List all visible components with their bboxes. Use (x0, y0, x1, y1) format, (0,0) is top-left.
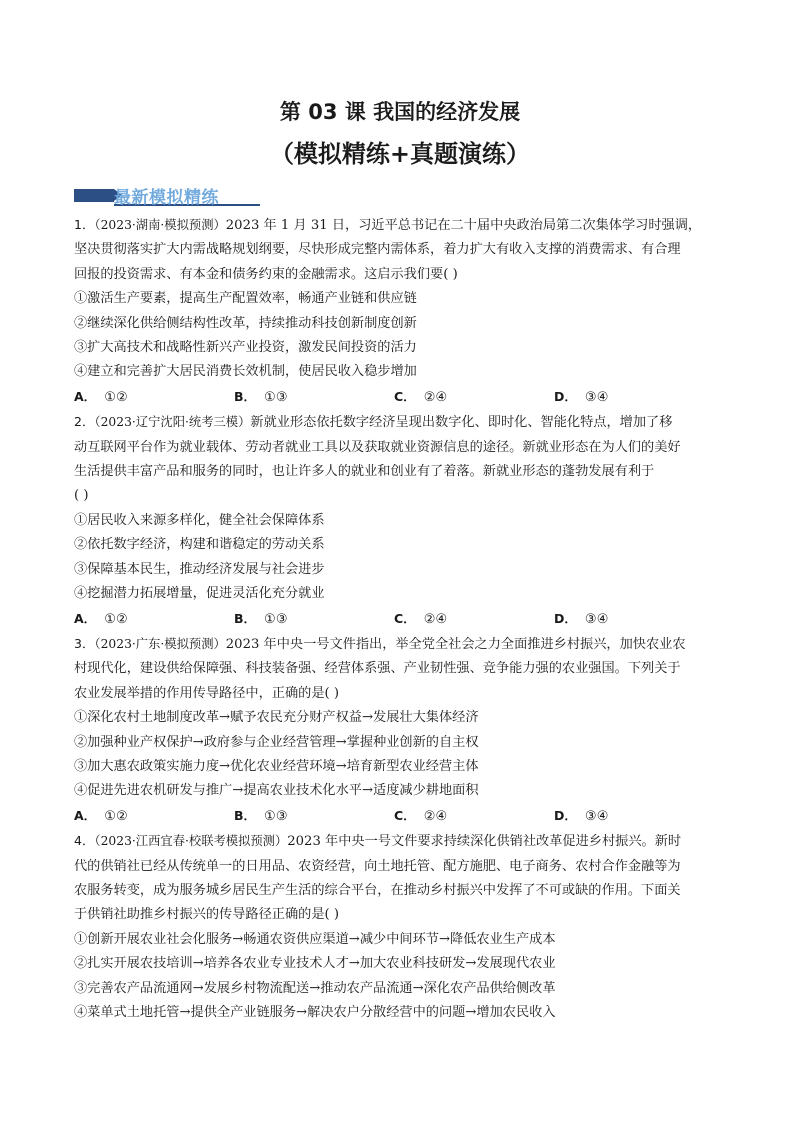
question-stem-text: ( ) (74, 488, 89, 504)
choice-letter: B． (234, 610, 257, 626)
choice-letter: C． (394, 388, 416, 404)
answer-choice-b (234, 804, 394, 829)
question-stem-text: 代的供销社已经从传统单一的日用品、农资经营，向土地托管、配方施肥、电子商务、农村合作金融等为 (74, 858, 681, 874)
question-stem-text: 动互联网平台作为就业载体、劳动者就业工具以及获取就业资源信息的途径。新就业形态在为人们的美好 (74, 439, 681, 455)
answer-choice-b (234, 385, 394, 410)
choice-text: ③④ (584, 611, 609, 627)
question-stem-line (74, 879, 732, 903)
question-stem-text: 村现代化，建设供给保障强、科技装备强、经营体系强、产业韧性强、竞争能力强的农业强国。下列关于 (74, 661, 681, 677)
statement-option: ④促进先进农机研发与推广→提高农业技术化水平→适度减少耕地面积 (74, 783, 479, 799)
question-stem-line (74, 829, 732, 854)
choice-letter: A． (74, 807, 97, 823)
statement-option: ④菜单式土地托管→提供全产业链服务→解决农户分散经营中的问题→增加农民收入 (74, 1005, 556, 1020)
question-stem-line (74, 484, 732, 508)
banner-bar-decoration (74, 189, 114, 202)
choice-text: ①② (104, 808, 128, 824)
statement-option: ①激活生产要素，提高生产配置效率，畅通产业链和供应链 (74, 291, 417, 307)
choice-text: ③④ (584, 389, 609, 405)
answer-choice-c (394, 607, 554, 632)
question-list (74, 213, 732, 1025)
answer-choice-c (394, 385, 554, 410)
question-stem-text: 农业发展举措的作用传导路径中，正确的是( ) (74, 685, 340, 701)
statement-option: ③加大惠农政策实施力度→优化农业经营环境→培育新型农业经营主体 (74, 758, 479, 774)
question-number: 1． (74, 217, 95, 232)
choice-text: ②④ (423, 808, 448, 824)
choice-text: ②④ (423, 611, 448, 627)
question-stem-line (74, 263, 732, 287)
question-number: 4． (74, 833, 95, 849)
statement-option: ②依托数字经济，构建和谐稳定的劳动关系 (74, 537, 325, 553)
question-stem-line (74, 903, 732, 927)
choice-letter: D． (554, 388, 577, 404)
question-stem-text: 坚决贯彻落实扩大内需战略规划纲要，尽快形成完整内需体系，着力扩大有收入支撑的消费需求、有合理 (74, 242, 681, 258)
statement-option: ①居民收入来源多样化，健全社会保障体系 (74, 512, 325, 528)
answer-choices (74, 385, 732, 410)
choice-letter: A． (74, 388, 97, 404)
question-stem-line (74, 657, 732, 681)
question-stem-line (74, 410, 732, 435)
choice-letter: B． (234, 807, 257, 823)
question-stem-line (74, 213, 732, 238)
choice-text: ③④ (584, 808, 609, 824)
statement-option: ②继续深化供给侧结构性改革，持续推动科技创新制度创新 (74, 315, 417, 331)
question-stem-text: 2023 年中央一号文件指出，举全党全社会之力全面推进乡村振兴，加快农业农 (225, 636, 686, 652)
question-block (74, 632, 732, 829)
statement-option: ②扎实开展农技培训→培养各农业专业技术人才→加大农业科技研发→发展现代农业 (74, 956, 556, 972)
answer-choice-d (554, 804, 714, 829)
question-block (74, 213, 732, 410)
choice-text: ①② (104, 389, 128, 405)
question-number: 2． (74, 414, 95, 430)
question-stem-text: 于供销社助推乡村振兴的传导路径正确的是( ) (74, 907, 340, 923)
page-subtitle: （模拟精练+真题演练） (269, 140, 531, 168)
choice-text: ②④ (423, 389, 448, 405)
statement-option: ②加强种业产权保护→政府参与企业经营管理→掌握种业创新的自主权 (74, 734, 479, 750)
question-stem-line (74, 632, 732, 657)
question-stem-text: 新就业形态依托数字经济呈现出数字化、即时化、智能化特点，增加了移 (250, 415, 673, 431)
answer-choices (74, 804, 732, 829)
question-stem-line (74, 436, 732, 460)
statement-option: ④建立和完善扩大居民消费长效机制，使居民收入稳步增加 (74, 364, 417, 380)
answer-choices (74, 607, 732, 632)
question-stem-line (74, 460, 732, 484)
choice-letter: C． (394, 807, 416, 823)
question-source: （2023·江西宜春·校联考模拟预测） (94, 834, 288, 849)
question-stem-line (74, 855, 732, 879)
section-banner (74, 182, 260, 208)
statement-option: ③保障基本民生，推动经济发展与社会进步 (74, 561, 325, 577)
question-stem-text: 农服务转变，成为服务城乡居民生产生活的综合平台，在推动乡村振兴中发挥了不可或缺的作用。下面关 (74, 882, 681, 898)
question-block (74, 829, 732, 1025)
statement-option: ①深化农村土地制度改革→赋予农民充分财产权益→发展壮大集体经济 (74, 710, 479, 726)
question-stem-text: 2023 年中央一号文件要求持续深化供销社改革促进乡村振兴。新时 (287, 834, 682, 850)
question-stem-text: 2023 年 1 月 31 日，习近平总书记在二十届中央政治局第二次集体学习时强调， (225, 218, 702, 233)
question-stem-line (74, 238, 732, 262)
choice-letter: D． (554, 807, 577, 823)
statement-option: ①创新开展农业社会化服务→畅通农资供应渠道→减少中间环节→降低农业生产成本 (74, 931, 556, 947)
question-source: （2023·辽宁沈阳·统考三模） (94, 415, 251, 430)
answer-choice-a (74, 385, 234, 410)
question-source: （2023·湖南·模拟预测） (94, 218, 226, 232)
choice-letter: B． (234, 388, 257, 404)
answer-choice-d (554, 607, 714, 632)
answer-choice-a (74, 804, 234, 829)
question-stem-text: 生活提供丰富产品和服务的同时，也让许多人的就业和创业有了着落。新就业形态的蓬勃发展有利于 (74, 464, 655, 480)
choice-text: ①③ (264, 611, 288, 627)
choice-letter: A． (74, 610, 97, 626)
question-stem-text: 回报的投资需求、有本金和债务约束的金融需求。这启示我们要( ) (74, 266, 458, 282)
statement-option: ④挖掘潜力拓展增量，促进灵活化充分就业 (74, 586, 325, 602)
statement-option: ③完善农产品流通网→发展乡村物流配送→推动农产品流通→深化农产品供给侧改革 (74, 980, 556, 996)
section-heading: 最新模拟精练 (114, 188, 219, 208)
question-stem-line (74, 682, 732, 706)
choice-letter: D． (554, 610, 577, 626)
choice-text: ①③ (264, 808, 288, 824)
answer-choice-d (554, 385, 714, 410)
statement-option: ③扩大高技术和战略性新兴产业投资，激发民间投资的活力 (74, 340, 417, 356)
answer-choice-c (394, 804, 554, 829)
choice-text: ①② (104, 611, 128, 627)
question-source: （2023·广东·模拟预测） (94, 636, 226, 651)
answer-choice-b (234, 607, 394, 632)
question-block (74, 410, 732, 632)
question-number: 3． (74, 635, 95, 651)
choice-letter: C． (394, 610, 416, 626)
answer-choice-a (74, 607, 234, 632)
choice-text: ①③ (264, 389, 288, 405)
page-title: 第 03 课 我国的经济发展 (279, 100, 521, 124)
